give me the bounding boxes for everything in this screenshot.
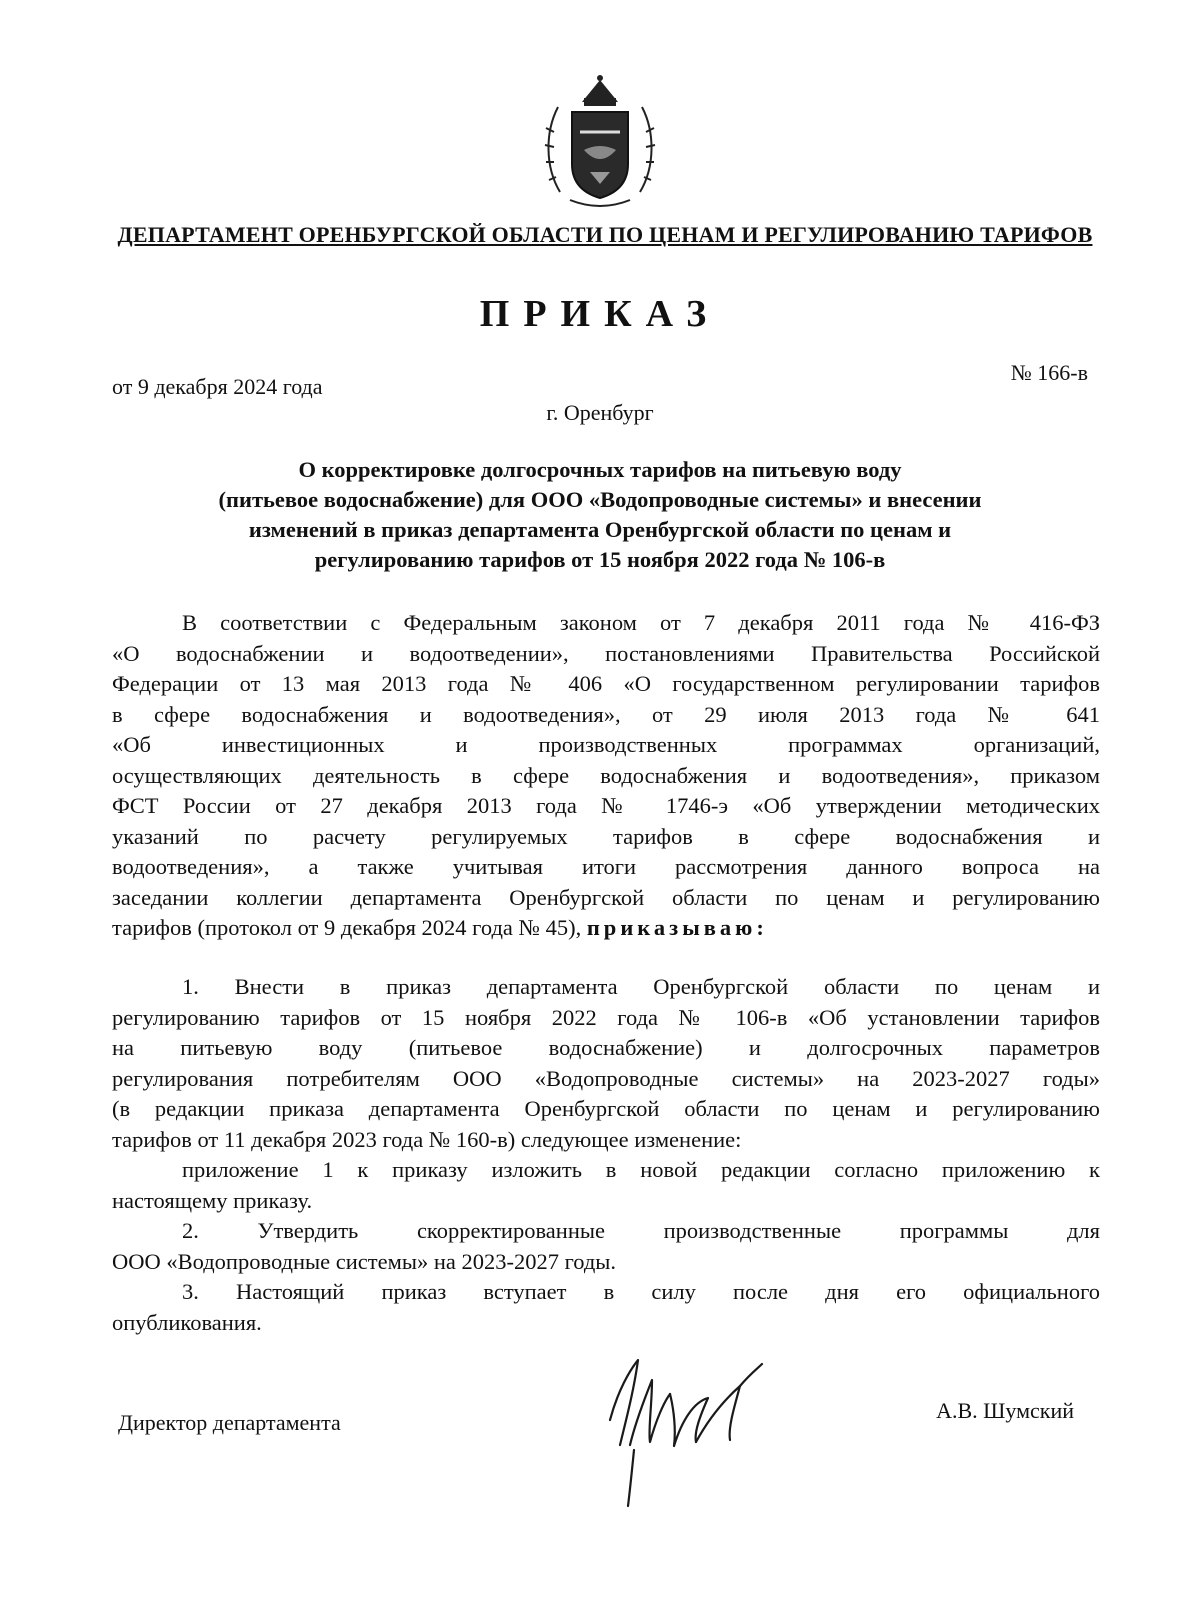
subject-line: изменений в приказ департамента Оренбургской области по ценам и [248, 517, 952, 542]
preamble-line: в сфере водоснабжения и водоотведения», от 29 июля 2013 года № 641 [112, 701, 1100, 727]
order-items [112, 972, 1100, 1338]
item1-line: регулированию тарифов от 15 ноября 2022 года № 106-в «Об установлении тарифов [112, 1004, 1100, 1030]
preamble-line: Федерации от 13 мая 2013 года № 406 «О государственном регулировании тарифов [112, 671, 1100, 696]
item2-last-line: ООО «Водопроводные системы» на 2023-2027 годы. [112, 1248, 617, 1274]
order-date: от 9 декабря 2024 года [112, 374, 323, 399]
item1-last-line: тарифов от 11 декабря 2023 года № 160-в) следующее изменение: [112, 1126, 742, 1152]
coat-of-arms-icon [540, 72, 660, 212]
subitem-line: приложение 1 к приказу изложить в новой редакции согласно приложению к [182, 1157, 1100, 1182]
order-subject [140, 455, 1060, 575]
item1-line: на питьевую воду (питьевое водоснабжение) и долгосрочных параметров [112, 1035, 1100, 1060]
item3-last-line: опубликования. [112, 1309, 262, 1335]
subject-line: (питьевое водоснабжение) для ООО «Водопроводные системы» и внесении [218, 487, 982, 512]
preamble-line: водоотведения», а также учитывая итоги рассмотрения данного вопроса на [112, 854, 1100, 879]
department-name: ДЕПАРТАМЕНТ ОРЕНБУРГСКОЙ ОБЛАСТИ ПО ЦЕНАМ И РЕГУЛИРОВАНИЮ ТАРИФОВ [117, 222, 1093, 247]
preamble-last-text: тарифов (протокол от 9 декабря 2024 года № 45), [112, 915, 582, 940]
preamble-line: ФСТ России от 27 декабря 2013 года № 1746-э «Об утверждении методических [112, 793, 1100, 818]
preamble-line: осуществляющих деятельность в сфере водоснабжения и водоотведения», приказом [112, 762, 1100, 788]
preamble-paragraph [112, 608, 1100, 944]
order-number: № 166-в [1010, 360, 1088, 385]
preamble-line: заседании коллегии департамента Оренбургской области по ценам и регулированию [112, 884, 1100, 910]
item1-line: 1. Внести в приказ департамента Оренбургской области по ценам и [182, 974, 1100, 999]
subitem-last-line: настоящему приказу. [112, 1187, 313, 1213]
item1-line: (в редакции приказа департамента Оренбургской области по ценам и регулированию [112, 1096, 1100, 1121]
subject-line: О корректировке долгосрочных тарифов на питьевую воду [298, 457, 902, 482]
preamble-line: указаний по расчету регулируемых тарифов в сфере водоснабжения и [112, 823, 1100, 849]
handwritten-signature [590, 1350, 780, 1510]
item1-line: регулирования потребителям ООО «Водопроводные системы» на 2023-2027 годы» [112, 1065, 1100, 1091]
document-type-title: ПРИКАЗ [479, 293, 721, 335]
subject-line: регулированию тарифов от 15 ноября 2022 года № 106-в [314, 547, 886, 572]
item2-line: 2. Утвердить скорректированные производственные программы для [182, 1218, 1100, 1243]
preamble-line: В соответствии с Федеральным законом от 7 декабря 2011 года № 416-ФЗ [182, 610, 1100, 635]
preamble-line: «Об инвестиционных и производственных программах организаций, [112, 732, 1100, 757]
item3-line: 3. Настоящий приказ вступает в силу после дня его официального [182, 1279, 1100, 1304]
preamble-line: «О водоснабжении и водоотведении», постановлениями Правительства Российской [112, 640, 1100, 666]
signer-name: А.В. Шумский [936, 1398, 1074, 1423]
order-keyword: приказываю: [586, 915, 768, 940]
signer-title: Директор департамента [118, 1410, 341, 1435]
order-city: г. Оренбург [546, 400, 654, 425]
preamble-last-line [112, 913, 1100, 944]
